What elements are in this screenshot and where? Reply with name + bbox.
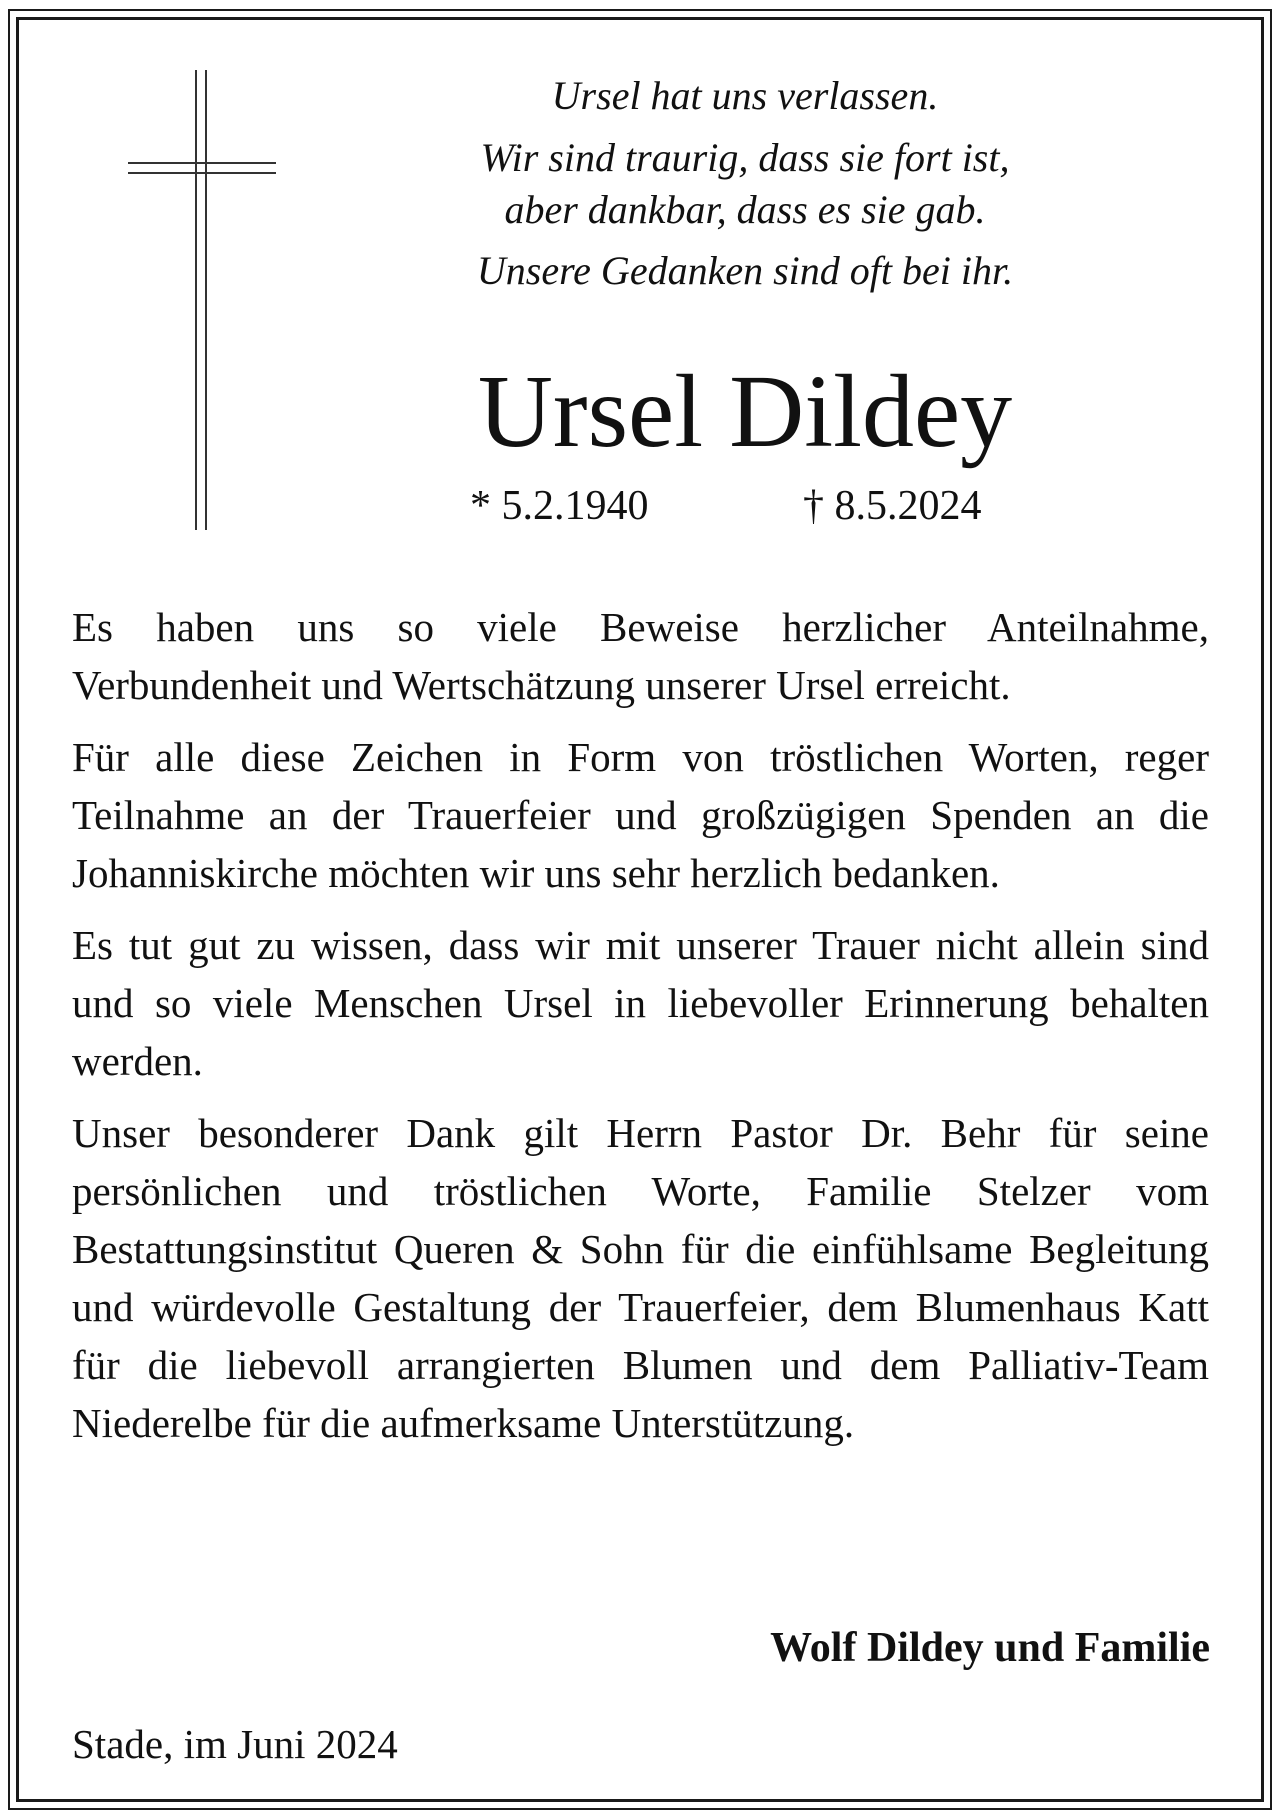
verse-line: Wir sind traurig, dass sie fort ist,	[480, 135, 1010, 180]
verse-line: Ursel hat uns verlassen.	[551, 73, 939, 118]
verse-line: Unsere Gedanken sind oft bei ihr.	[476, 248, 1014, 293]
paragraph: Es haben uns so viele Beweise herzlicher Anteilnahme, Verbundenheit und Wertschätzung unserer Ursel erreicht.	[72, 604, 1209, 708]
cross-horizontal-line	[128, 172, 276, 174]
cross-vertical-line	[205, 70, 207, 530]
cross-vertical-line	[195, 70, 197, 530]
deceased-name: Ursel Dildey	[477, 354, 1013, 469]
verse-line: aber dankbar, dass es sie gab.	[504, 187, 986, 232]
paragraph: Es tut gut zu wissen, dass wir mit unserer Trauer nicht allein sind und so viele Menschen Ursel in liebevoller Erinnerung behalten werden.	[72, 922, 1209, 1084]
birth-date: * 5.2.1940	[470, 483, 649, 529]
paragraph: Für alle diese Zeichen in Form von tröstlichen Worten, reger Teilnahme an der Trauerfeier und großzügigen Spenden an die Johanniskirche möchten wir uns sehr herzlich bedanken.	[72, 734, 1209, 896]
signature: Wolf Dildey und Familie	[770, 1625, 1210, 1671]
death-date: † 8.5.2024	[803, 483, 982, 529]
place-date: Stade, im Juni 2024	[72, 1721, 398, 1767]
paragraph: Unser besonderer Dank gilt Herrn Pastor Dr. Behr für seine persönlichen und tröstlichen Worte, Familie Stelzer vom Bestattungsinstitut Queren & Sohn für die einfühlsame Begleitung und würdevolle Gestaltung der Trauerfeier, dem Blumenhaus Katt für die liebevoll arrangierten Blumen und dem Palliativ-Team Niederelbe für die aufmerksame Unterstützung.	[72, 1110, 1209, 1446]
cross-icon	[128, 70, 276, 530]
verse-stanza	[330, 132, 1160, 236]
cross-horizontal-line	[128, 162, 276, 164]
thank-you-text	[72, 598, 1209, 1466]
